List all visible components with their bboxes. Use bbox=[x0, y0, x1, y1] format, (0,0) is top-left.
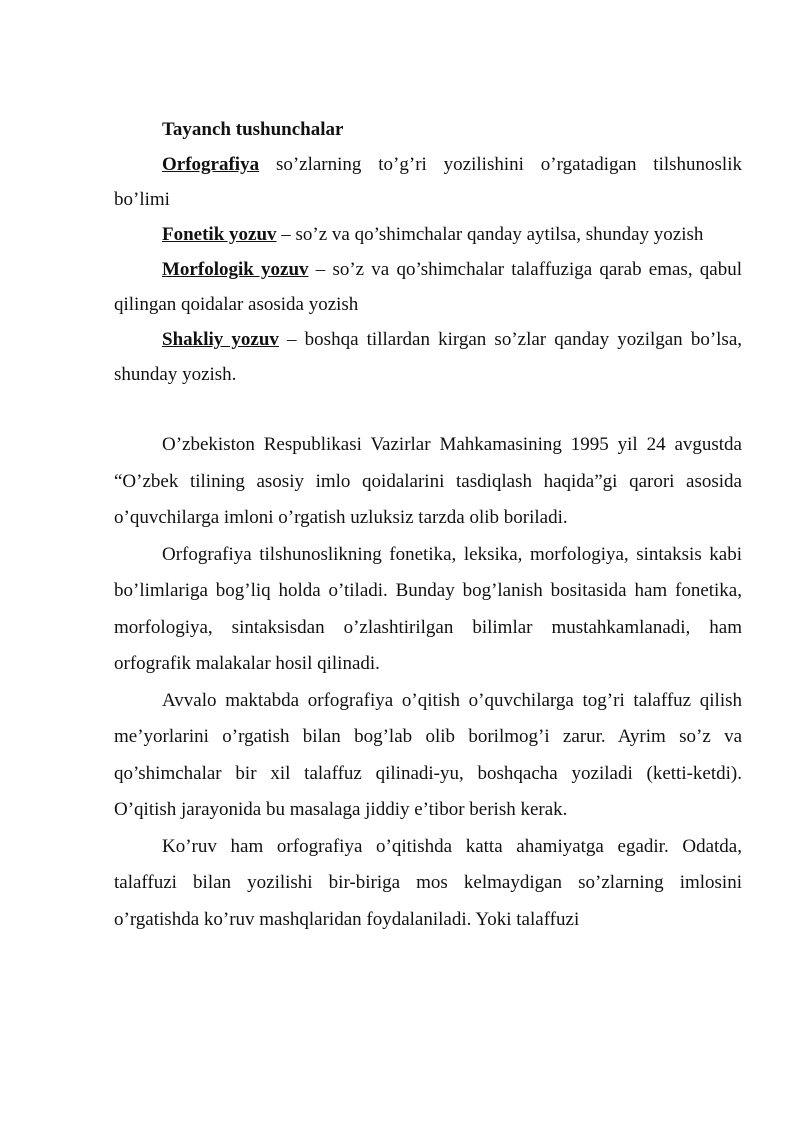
glossary-term: Shakliy yozuv bbox=[162, 329, 279, 350]
glossary-term: Morfologik yozuv bbox=[162, 259, 309, 280]
glossary bbox=[114, 147, 742, 392]
body-paragraph: Ko’ruv ham orfografiya o’qitishda katta ahamiyatga egadir. Odatda, talaffuzi bilan yozilishi bir-biriga mos kelmaydigan so’zlarning imlosini o’rgatishda ko’ruv mashqlaridan foydalaniladi. Yoki talaffuzi bbox=[114, 835, 742, 930]
section-heading: Tayanch tushunchalar bbox=[162, 119, 344, 140]
glossary-definition: so’zlarning to’g’ri yozilishini o’rgatadigan tilshunoslik bo’limi bbox=[114, 154, 742, 210]
glossary-definition: – so’z va qo’shimchalar qanday aytilsa, shunday yozish bbox=[276, 224, 704, 245]
section-spacer bbox=[114, 392, 742, 427]
glossary-entry-fonetik-yozuv bbox=[114, 217, 742, 252]
glossary-entry-morfologik-yozuv bbox=[114, 252, 742, 322]
body-paragraph: O’zbekiston Respublikasi Vazirlar Mahkamasining 1995 yil 24 avgustda “O’zbek tilining asosiy imlo qoidalarini tasdiqlash haqida”gi qarori asosida o’quvchilarga imloni o’rgatish uzluksiz tarzda olib boriladi. bbox=[114, 434, 742, 528]
body-text bbox=[114, 427, 742, 938]
document-page bbox=[114, 112, 742, 938]
body-paragraph: Avvalo maktabda orfografiya o’qitish o’quvchilarga tog’ri talaffuz qilish me’yorlarini o’rgatish bilan bog’lab olib borilmog’i zarur. Ayrim so’z va qo’shimchalar bir xil talaffuz qilinadi-yu, boshqacha yoziladi (ketti-ketdi). O’qitish jarayonida bu masalaga jiddiy e’tibor berish kerak. bbox=[114, 689, 742, 820]
body-paragraph: Orfografiya tilshunoslikning fonetika, leksika, morfologiya, sintaksis kabi bo’limlariga bog’liq holda o’tiladi. Bunday bog’lanish bositasida ham fonetika, morfologiya, sintaksisdan o’zlashtirilgan bilimlar mustahkamlanadi, ham orfografik malakalar hosil qilinadi. bbox=[114, 543, 742, 674]
glossary-entry-orfografiya bbox=[114, 147, 742, 217]
glossary-term: Orfografiya bbox=[162, 154, 260, 175]
glossary-entry-shakliy-yozuv bbox=[114, 322, 742, 392]
glossary-definition: – boshqa tillardan kirgan so’zlar qanday yozilgan bo’lsa, shunday yozish. bbox=[114, 329, 743, 385]
glossary-definition: – so’z va qo’shimchalar talaffuziga qarab emas, qabul qilingan qoidalar asosida yozish bbox=[114, 259, 742, 315]
glossary-term: Fonetik yozuv bbox=[162, 224, 277, 245]
